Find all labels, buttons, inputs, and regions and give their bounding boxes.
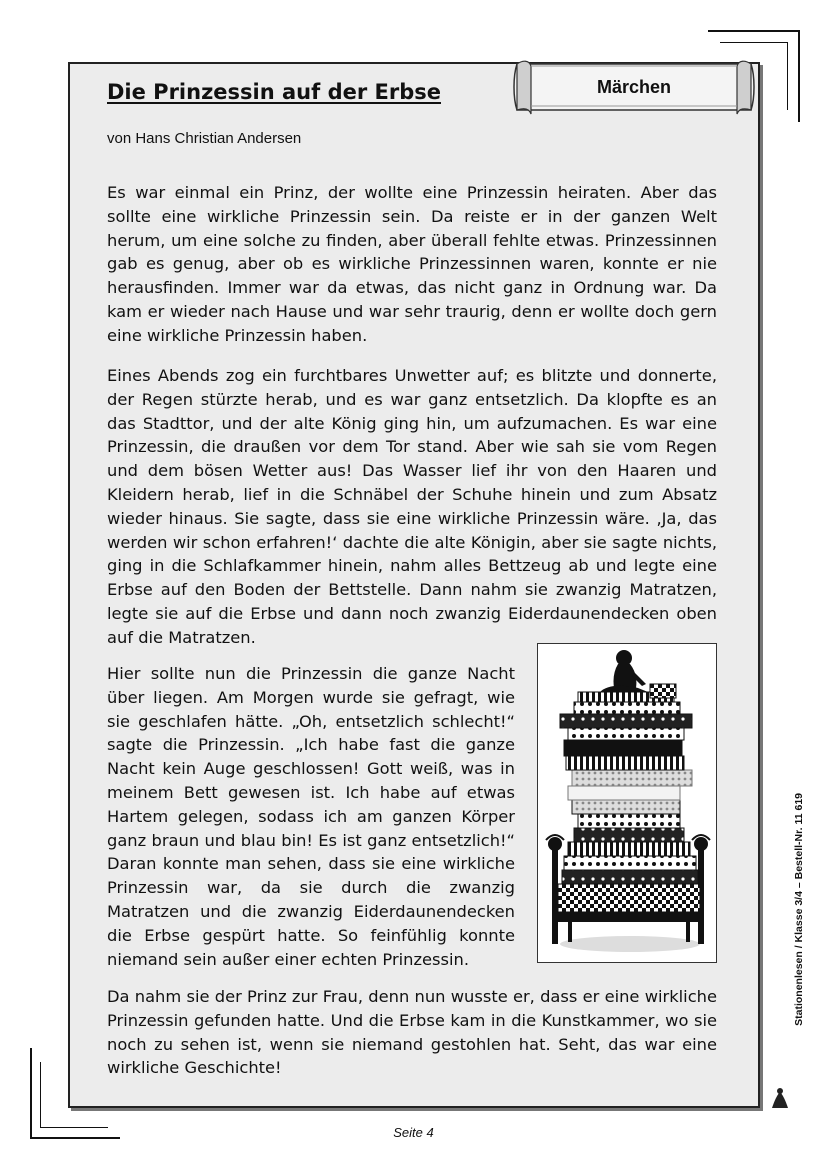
story-paragraph-2: Eines Abends zog ein furchtbares Unwetter auf; es blitzte und donnerte, der Regen stürzte herab, und es war ganz entsetzlich. Da klopfte es an das Stadttor, und der alte König ging hin, um aufzumachen. Es war eine Prinzessin, die draußen vor dem Tor stand. Aber wie sah sie vom Regen und dem bösen Wetter aus! Das Wasser lief ihr von den Haaren und Kleidern herab, lief in die Schnäbel der Schuhe hinein und zum Absatz wieder hinaus. Sie sagte, dass sie eine wirkliche Prinzessin wäre. ‚Ja, das werden wir schon erfahren!‘ dachte die alte Königin, aber sie sagte nichts, ging in die Schlafkammer hinein, nahm alles Bettzeug ab und legte eine Erbse auf den Boden der Bettstelle. Dann nahm sie zwanzig Matratzen, legte sie auf die Erbse und dann noch zwanzig Eiderdaunendecken oben auf die Matratzen.: [107, 366, 717, 647]
princess-on-mattress-stack-image: [537, 643, 717, 963]
story-paragraph-4: Da nahm sie der Prinz zur Frau, denn nun wusste er, dass er eine wirkliche Prinzessin gefunden hatte. Und die Erbse kam in die Kunstkammer, wo sie noch zu sehen ist, wenn sie niemand gestohlen hat. Seht, das war eine wirkliche Geschichte!: [107, 987, 717, 1078]
publisher-logo-icon: [770, 1086, 790, 1110]
publisher-sidebar: [786, 793, 816, 1100]
corner-line-top-right-v: [798, 30, 800, 122]
corner-line-top-right-h: [708, 30, 800, 32]
story-paragraph-3: Hier sollte nun die Prinzessin die ganze Nacht über liegen. Am Morgen wurde sie gefragt, wie sie geschlafen hätte. „Oh, entsetzlich schlecht!“ sagte die Prinzessin. „Ich habe fast die ganze Nacht kein Auge geschlossen! Gott weiß, was in meinem Bett gewesen ist. Ich habe auf etwas Hartem gelegen, sodass ich am ganzen Körper ganz braun und blau bin! Es ist ganz entsetzlich!“ Daran konnte man sehen, dass sie eine wirkliche Prinzessin war, da sie durch die zwanzig Matratzen und die zwanzig Eiderdaunendecken die Erbse gespürt hatte. So feinfühlig konnte niemand sein außer einer echten Prinzessin.: [107, 664, 515, 969]
genre-label: Märchen: [596, 77, 672, 97]
page-title: Die Prinzessin auf der Erbse: [107, 80, 441, 104]
story-paragraph-1: Es war einmal ein Prinz, der wollte eine Prinzessin heiraten. Aber das sollte eine wirkliche Prinzessin sein. Da reiste er in der ganzen Welt herum, um eine solche zu finden, aber überall fehlte etwas. Prinzessinnen gab es genug, aber ob es wirkliche Prinzessinnen waren, konnte er nie herausfinden. Immer war da etwas, das nicht ganz in Ordnung war. Da kam er wieder nach Hause und war sehr traurig, denn er wollte doch gern eine wirkliche Prinzessin haben.: [107, 183, 717, 345]
page-number: Seite 4: [393, 1125, 434, 1140]
corner-line-top-right-v2: [787, 42, 788, 110]
author-line: von Hans Christian Andersen: [107, 130, 302, 147]
corner-line-bottom-left-v2: [40, 1062, 41, 1128]
corner-line-top-right-h2: [720, 42, 788, 43]
order-number-text: Stationenlesen / Klasse 3/4 – Bestell-Nr. 11 619: [793, 793, 805, 1026]
genre-banner: [511, 56, 757, 118]
